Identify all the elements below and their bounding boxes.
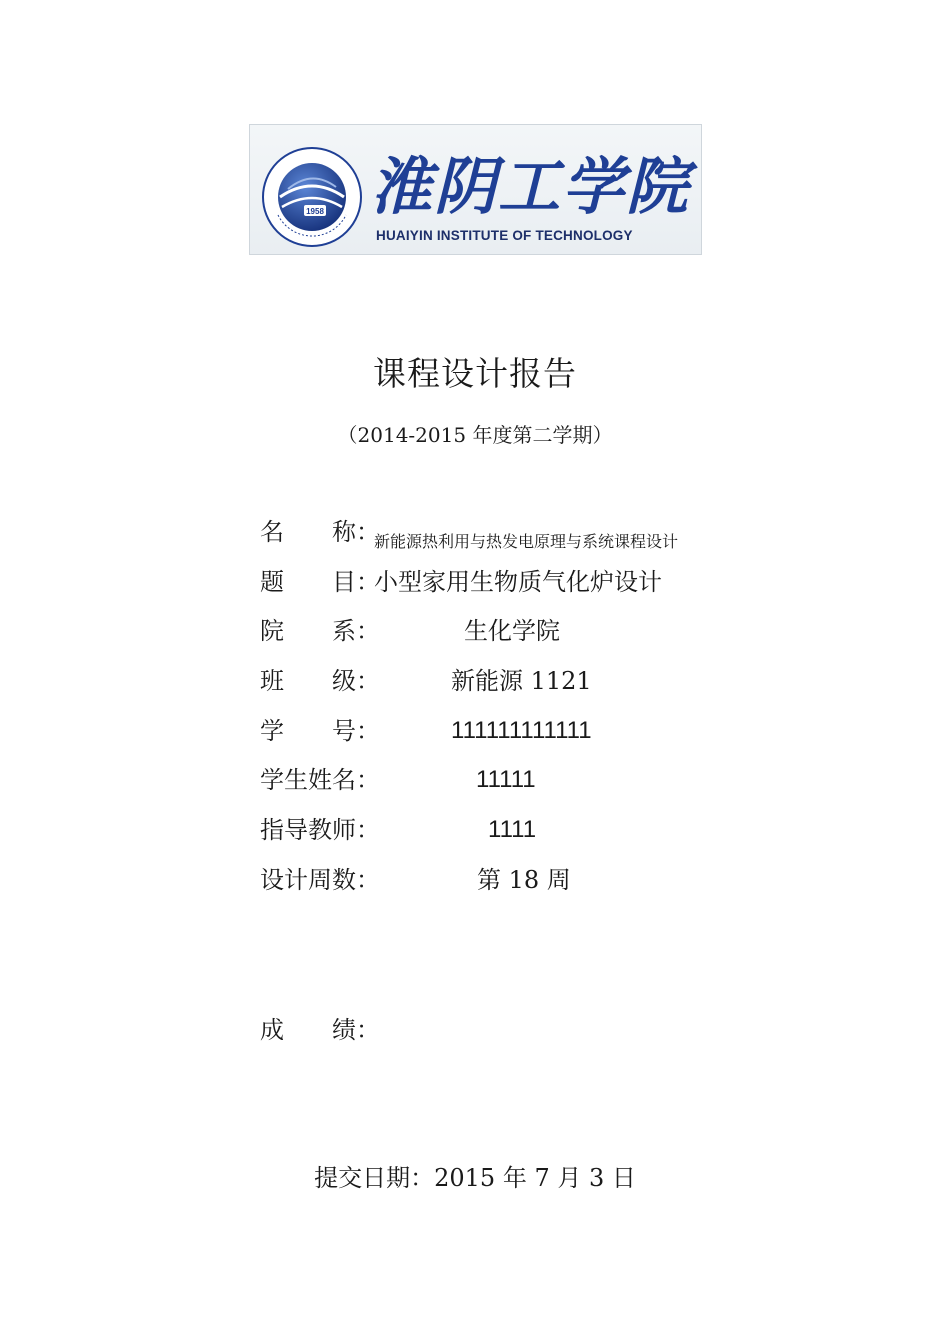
department-label: 院 系： — [260, 617, 380, 645]
institution-seal-icon — [260, 145, 364, 249]
topic-label: 题 目： — [260, 568, 380, 596]
semester: （2014-2015 年度第二学期） — [337, 423, 613, 447]
institution-name-cn: 淮阴工学院 — [370, 150, 691, 223]
design-weeks-label: 设计周数： — [260, 866, 380, 894]
student-id-value: 111111111111 — [451, 717, 592, 744]
class-value: 新能源 1121 — [451, 667, 592, 695]
student-name-label: 学生姓名： — [260, 766, 380, 794]
course-name-value: 新能源热利用与热发电原理与系统课程设计 — [374, 532, 679, 551]
institution-logo — [249, 124, 702, 255]
institution-name-en: HUAIYIN INSTITUTE OF TECHNOLOGY — [376, 228, 633, 243]
advisor-value: 1111 — [488, 816, 537, 843]
class-label: 班 级： — [260, 667, 380, 695]
design-weeks-value: 第 18 周 — [477, 866, 571, 894]
submission-date: 提交日期：2015 年 7 月 3 日 — [314, 1164, 636, 1192]
department-value: 生化学院 — [464, 617, 560, 645]
report-title: 课程设计报告 — [373, 354, 577, 393]
student-id-label: 学 号： — [260, 717, 380, 745]
grade-label: 成 绩： — [260, 1016, 380, 1044]
advisor-label: 指导教师： — [260, 816, 380, 844]
student-name-value: 11111 — [476, 766, 536, 793]
seal-year: 1958 — [306, 207, 324, 216]
course-name-label: 名 称： — [260, 518, 380, 546]
topic-value: 小型家用生物质气化炉设计 — [374, 568, 662, 596]
